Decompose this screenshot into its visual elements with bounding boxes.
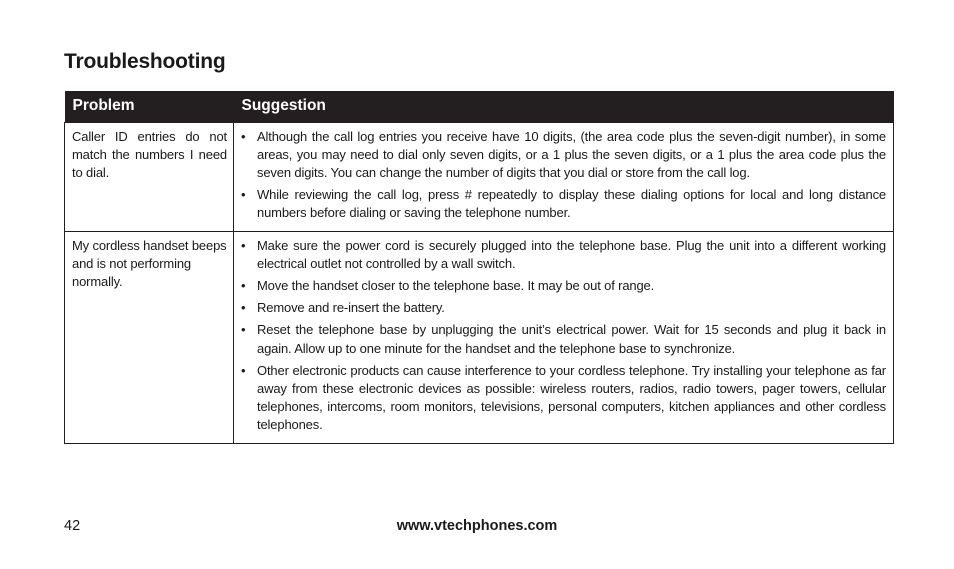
bullet-icon: • <box>241 300 246 316</box>
suggestion-item: • Remove and re-insert the battery. <box>240 299 886 317</box>
table-row <box>65 122 894 231</box>
page-title: Troubleshooting <box>64 50 226 73</box>
suggestion-item: • Move the handset closer to the telephone base. It may be out of range. <box>240 277 886 295</box>
table-header-row <box>65 91 894 122</box>
bullet-icon: • <box>241 128 246 144</box>
bullet-icon: • <box>241 322 246 338</box>
problem-cell: My cordless handset beeps and is not performing normally. <box>65 231 234 443</box>
suggestion-item: • While reviewing the call log, press # repeatedly to display these dialing options for local and long distance numbers before dialing or saving the telephone number. <box>241 187 886 221</box>
suggestion-item: • Reset the telephone base by unplugging the unit’s electrical power. Wait for 15 seconds and plug it back in again. Allow up to one minute for the handset and the telephone base to synchronize. <box>241 322 886 356</box>
suggestion-item: • Although the call log entries you receive have 10 digits, (the area code plus the seven-digit number), in some areas, you may need to dial only seven digits, or a 1 plus the seven digits, or a 1 plus the area code plus the seven digits. You can change the number of digits that you dial or store from the call log. <box>241 128 886 180</box>
suggestion-item: • Other electronic products can cause interference to your cordless telephone. Try installing your telephone as far away from these electronic devices as possible: wireless routers, radios, radio towers, pager towers, cellular telephones, intercoms, room monitors, televisions, personal computers, kitchen appliances and other cordless telephones. <box>241 362 886 433</box>
suggestion-cell <box>234 122 894 231</box>
troubleshooting-table <box>64 91 894 444</box>
page-number: 42 <box>64 518 81 534</box>
problem-cell: Caller ID entries do not match the numbers I need to dial. <box>65 122 234 231</box>
table-row <box>65 231 894 443</box>
bullet-icon: • <box>241 187 246 203</box>
column-header-suggestion: Suggestion <box>234 91 894 122</box>
column-header-problem: Problem <box>65 91 234 122</box>
bullet-icon: • <box>241 237 246 253</box>
bullet-icon: • <box>241 362 246 378</box>
bullet-icon: • <box>241 277 246 293</box>
suggestion-item: • Make sure the power cord is securely plugged into the telephone base. Plug the unit into a different working electrical outlet not controlled by a wall switch. <box>241 237 886 271</box>
suggestion-list <box>240 128 886 223</box>
suggestion-list <box>240 237 886 435</box>
footer-url: www.vtechphones.com <box>396 518 558 534</box>
suggestion-cell <box>234 231 894 443</box>
